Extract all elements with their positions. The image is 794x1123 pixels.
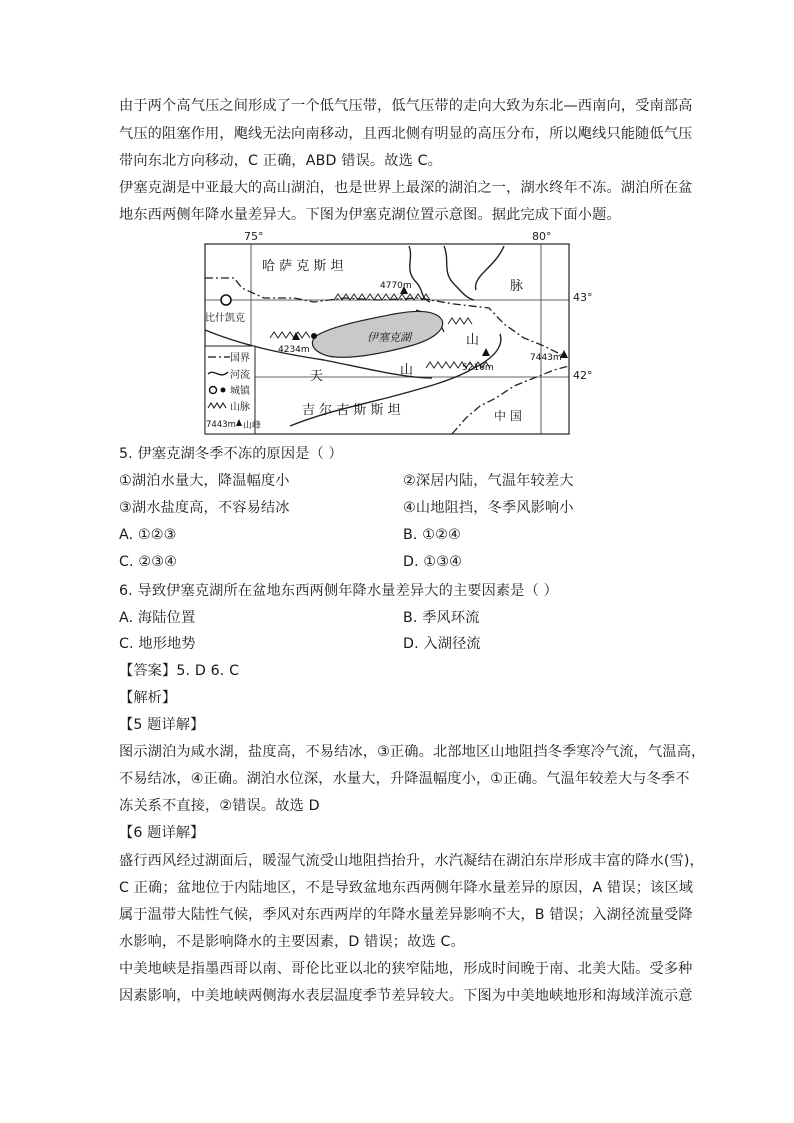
mountain-range-west — [270, 332, 310, 338]
analysis-heading: 【解析】 — [119, 690, 177, 706]
answer-line: 【答案】5. D 6. C — [119, 663, 240, 679]
lon-label-75: 75° — [244, 230, 264, 243]
q6-stem: 6. 导致伊塞克湖所在盆地东西两侧年降水量差异大的主要因素是（ ） — [119, 583, 558, 599]
legend-border-label: 国界 — [230, 353, 250, 364]
q5-statement-3: ③湖水盐度高，不容易结冰 — [119, 500, 290, 516]
river-north-1 — [409, 246, 430, 302]
q6-detail-line-4: 水影响，不是影响降水的主要因素，D 错误；故选 C。 — [119, 934, 465, 950]
q5-option-b: B. ①②④ — [403, 527, 461, 543]
q5-option-c: C. ②③④ — [119, 554, 177, 570]
peak-4234-label: 4234m — [278, 345, 310, 355]
q5-statement-4: ④山地阻挡，冬季风影响小 — [403, 500, 574, 516]
bishkek-city-icon — [221, 295, 231, 305]
mountain-range-east — [448, 318, 472, 324]
legend-peak-label: 山峰 — [243, 421, 262, 431]
legend-city-icon — [210, 387, 217, 394]
lake-label: 伊塞克湖 — [367, 331, 411, 344]
legend-town-icon — [221, 388, 226, 393]
mountain-char-shan-1: 山 — [466, 333, 480, 348]
mountain-range-north — [334, 294, 430, 300]
q6-option-a: A. 海陆位置 — [119, 610, 196, 626]
peak-4770-label: 4770m — [380, 281, 412, 291]
q5-option-a: A. ①②③ — [119, 527, 177, 543]
q5-detail-line-3: 冻关系不直接，②错误。故选 D — [119, 798, 320, 814]
china-label: 中 国 — [494, 409, 522, 423]
q6-detail-line-1: 盛行西风经过湖面后，暖湿气流受山地阻挡抬升，水汽凝结在湖泊东岸形成丰富的降水(雪)， — [119, 853, 704, 869]
peak-7443-label: 7443m — [530, 353, 562, 363]
q6-option-c: C. 地形地势 — [119, 636, 196, 652]
legend-range-label: 山脉 — [230, 402, 250, 413]
q5-detail-line-1: 图示湖泊为咸水湖，盐度高，不易结冰，③正确。北部地区山地阻挡冬季寒冷气流，气温高， — [119, 744, 706, 760]
bishkek-label: 比什凯克 — [205, 313, 245, 324]
q5-detail-line-2: 不易结冰，④正确。湖泊水位深，水量大，升降温幅度小，①正确。气温年较差大与冬季不 — [119, 771, 690, 787]
town-icon — [311, 333, 317, 339]
mountain-char-shan-2: 山 — [400, 363, 414, 378]
q6-option-d: D. 入湖径流 — [403, 636, 481, 652]
border-kyrgyzstan-china — [452, 366, 569, 434]
intro-line-3: 带向东北方向移动，C 正确，ABD 错误。故选 C。 — [119, 153, 442, 169]
q6-detail-line-2: C 正确；盆地位于内陆地区，不是导致盆地东西两侧年降水量差异的原因，A 错误；该区域 — [119, 880, 694, 896]
kazakhstan-label: 哈 萨 克 斯 坦 — [262, 259, 344, 274]
river-north-3 — [475, 246, 504, 290]
passage-line-1: 伊塞克湖是中亚最大的高山湖泊，也是世界上最深的湖泊之一，湖水终年不冻。湖泊所在盆 — [119, 180, 693, 196]
legend-town-label: 城镇 — [230, 386, 250, 397]
q5-statement-1: ①湖泊水量大，降温幅度小 — [119, 473, 290, 489]
passage-line-2: 地东西两侧年降水量差异大。下图为伊塞克湖位置示意图。据此完成下面小题。 — [119, 207, 621, 223]
q6-detail-line-3: 属于温带大陆性气候，季风对东西两岸的年降水量差异影响不大，B 错误；入湖径流量受降 — [119, 907, 693, 923]
kyrgyzstan-label: 吉 尔 吉 斯 斯 坦 — [302, 403, 401, 418]
intro-line-2: 气压的阻塞作用，飑线无法向南移动，且西北侧有明显的高压分布，所以飑线只能随低气压 — [119, 126, 693, 142]
peak-5216-icon — [482, 348, 490, 356]
next-passage-line-2: 因素影响，中美地峡两侧海水表层温度季节差异较大。下图为中美地峡地形和海域洋流示意 — [119, 988, 693, 1004]
intro-line-1: 由于两个高气压之间形成了一个低气压带，低气压带的走向大致为东北—西南向，受南部高 — [119, 98, 693, 114]
lon-label-80: 80° — [532, 230, 552, 243]
issyk-kul-location-map — [204, 228, 570, 438]
q6-detail-heading: 【6 题详解】 — [119, 825, 205, 841]
mountain-char-mai: 脉 — [510, 279, 524, 294]
legend-peak-value: 7443m — [206, 420, 236, 430]
lat-label-43: 43° — [573, 291, 593, 304]
next-passage-line-1: 中美地峡是指墨西哥以南、哥伦比亚以北的狭窄陆地，形成时间晚于南、北美大陆。受多种 — [119, 961, 693, 977]
lat-label-42: 42° — [573, 369, 593, 382]
river-north-2 — [444, 246, 474, 300]
q5-detail-heading: 【5 题详解】 — [119, 717, 205, 733]
mountain-char-tian: 天 — [310, 369, 324, 384]
legend-river-label: 河流 — [230, 370, 250, 381]
q5-stem: 5. 伊塞克湖冬季不冻的原因是（ ） — [119, 446, 343, 462]
peak-5216-label: 5216m — [462, 363, 494, 373]
q6-option-b: B. 季风环流 — [403, 610, 480, 626]
q5-statement-2: ②深居内陆，气温年较差大 — [403, 473, 574, 489]
q5-option-d: D. ①③④ — [403, 554, 463, 570]
